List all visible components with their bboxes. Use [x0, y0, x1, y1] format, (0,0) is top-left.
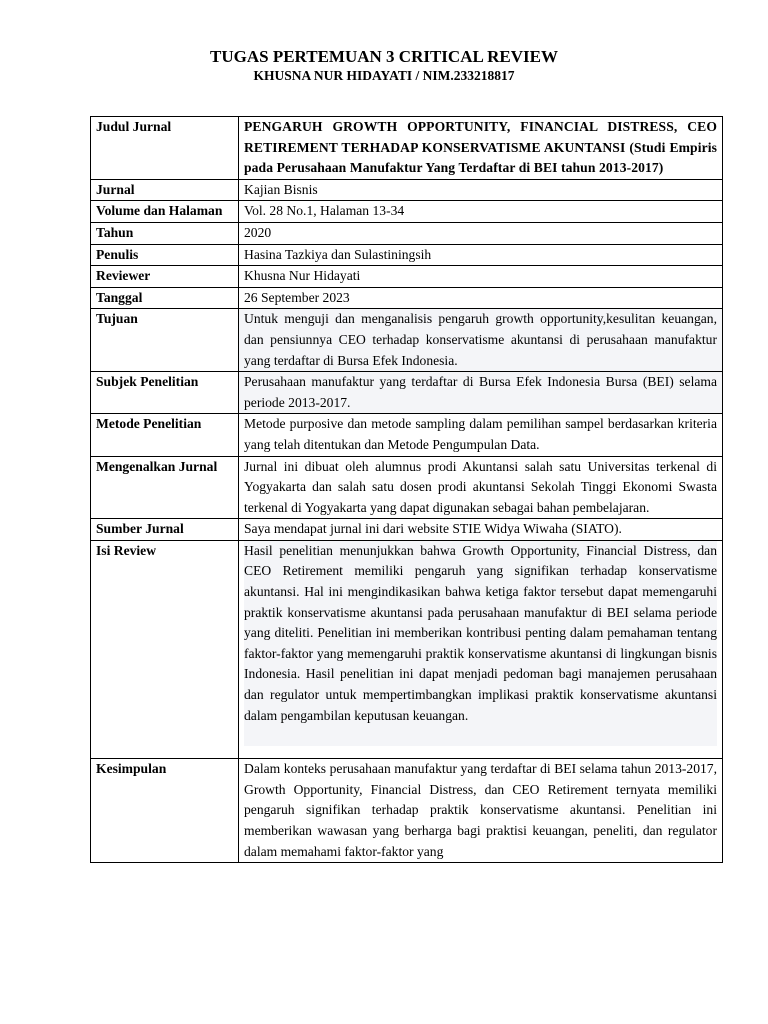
table-row-metode	[91, 414, 723, 456]
row-label-jurnal: Jurnal	[91, 179, 239, 201]
table-row-subjek	[91, 372, 723, 414]
row-label-sumber: Sumber Jurnal	[91, 519, 239, 541]
row-value-jurnal: Kajian Bisnis	[239, 179, 723, 201]
row-value-tujuan: Untuk menguji dan menganalisis pengaruh growth opportunity,kesulitan keuangan, dan pensiunnya CEO terhadap konservatisme akuntansi di perusahaan manufaktur yang terdaftar di Bursa Efek Indonesia.	[239, 309, 723, 372]
row-value-sumber: Saya mendapat jurnal ini dari website STIE Widya Wiwaha (SIATO).	[239, 519, 723, 541]
row-label-kesimpulan: Kesimpulan	[91, 759, 239, 863]
row-label-tujuan: Tujuan	[91, 309, 239, 372]
table-row-tanggal	[91, 287, 723, 309]
document-title: TUGAS PERTEMUAN 3 CRITICAL REVIEW	[210, 47, 558, 66]
row-label-mengenalkan: Mengenalkan Jurnal	[91, 456, 239, 519]
row-label-isi: Isi Review	[91, 540, 239, 758]
row-value-tahun: 2020	[239, 222, 723, 244]
row-value-isi: Hasil penelitian menunjukkan bahwa Growth Opportunity, Financial Distress, dan CEO Retirement memiliki pengaruh yang signifikan terhadap konservatisme akuntansi. Hal ini mengindikasikan bahwa ketiga faktor tersebut dapat memengaruhi praktik konservatisme akuntansi pada perusahaan manufaktur di BEI selama periode yang diteliti. Penelitian ini memberikan kontribusi penting dalam pemahaman tentang faktor-faktor yang memengaruhi praktik konservatisme akuntansi di lingkungan bisnis Indonesia. Hasil penelitian ini dapat menjadi pedoman bagi manajemen perusahaan dan regulator untuk mempertimbangkan implikasi praktik konservatisme akuntansi dalam pengambilan keputusan keuangan.	[244, 541, 717, 726]
row-label-subjek: Subjek Penelitian	[91, 372, 239, 414]
row-value-reviewer: Khusna Nur Hidayati	[239, 266, 723, 288]
row-label-reviewer: Reviewer	[91, 266, 239, 288]
row-label-volume: Volume dan Halaman	[91, 201, 239, 223]
table-row-tujuan	[91, 309, 723, 372]
table-row-jurnal	[91, 179, 723, 201]
row-value-isi-cell	[239, 540, 723, 758]
table-row-tahun	[91, 222, 723, 244]
row-label-metode: Metode Penelitian	[91, 414, 239, 456]
row-value-volume: Vol. 28 No.1, Halaman 13-34	[239, 201, 723, 223]
row-label-tanggal: Tanggal	[91, 287, 239, 309]
table-row-isi	[91, 540, 723, 758]
row-value-kesimpulan: Dalam konteks perusahaan manufaktur yang terdaftar di BEI selama tahun 2013-2017, Growth Opportunity, Financial Distress, dan CEO Retirement ternyata memiliki pengaruh signifikan terhadap praktik konservatisme akuntansi. Penelitian ini memberikan wawasan yang berharga bagi praktisi keuangan, peneliti, dan regulator dalam memahami faktor-faktor yang	[239, 759, 723, 863]
table-row-judul	[91, 117, 723, 180]
table-row-reviewer	[91, 266, 723, 288]
table-row-kesimpulan	[91, 759, 723, 863]
document-subtitle: KHUSNA NUR HIDAYATI / NIM.233218817	[253, 68, 515, 83]
row-value-subjek: Perusahaan manufaktur yang terdaftar di Bursa Efek Indonesia Bursa (BEI) selama periode 2013-2017.	[239, 372, 723, 414]
row-label-penulis: Penulis	[91, 244, 239, 266]
review-table	[90, 116, 723, 863]
table-row-mengenalkan	[91, 456, 723, 519]
row-value-mengenalkan: Jurnal ini dibuat oleh alumnus prodi Akuntansi salah satu Universitas terkenal di Yogyakarta dan salah satu dosen prodi akuntansi Sekolah Tinggi Ekonomi Swasta terkenal di Yogyakarta yang dapat digunakan sebagai bahan pembelajaran.	[239, 456, 723, 519]
table-row-sumber	[91, 519, 723, 541]
row-label-tahun: Tahun	[91, 222, 239, 244]
row-value-penulis: Hasina Tazkiya dan Sulastiningsih	[239, 244, 723, 266]
table-row-penulis	[91, 244, 723, 266]
row-label-judul: Judul Jurnal	[91, 117, 239, 180]
row-value-judul: PENGARUH GROWTH OPPORTUNITY, FINANCIAL DISTRESS, CEO RETIREMENT TERHADAP KONSERVATISME AKUNTANSI (Studi Empiris pada Perusahaan Manufaktur Yang Terdaftar di BEI tahun 2013-2017)	[239, 117, 723, 180]
isi-spacer	[244, 726, 717, 746]
row-value-tanggal: 26 September 2023	[239, 287, 723, 309]
isi-gap	[244, 746, 717, 758]
table-row-volume	[91, 201, 723, 223]
row-value-metode: Metode purposive dan metode sampling dalam pemilihan sampel berdasarkan kriteria yang telah ditentukan dan Metode Pengumpulan Data.	[239, 414, 723, 456]
